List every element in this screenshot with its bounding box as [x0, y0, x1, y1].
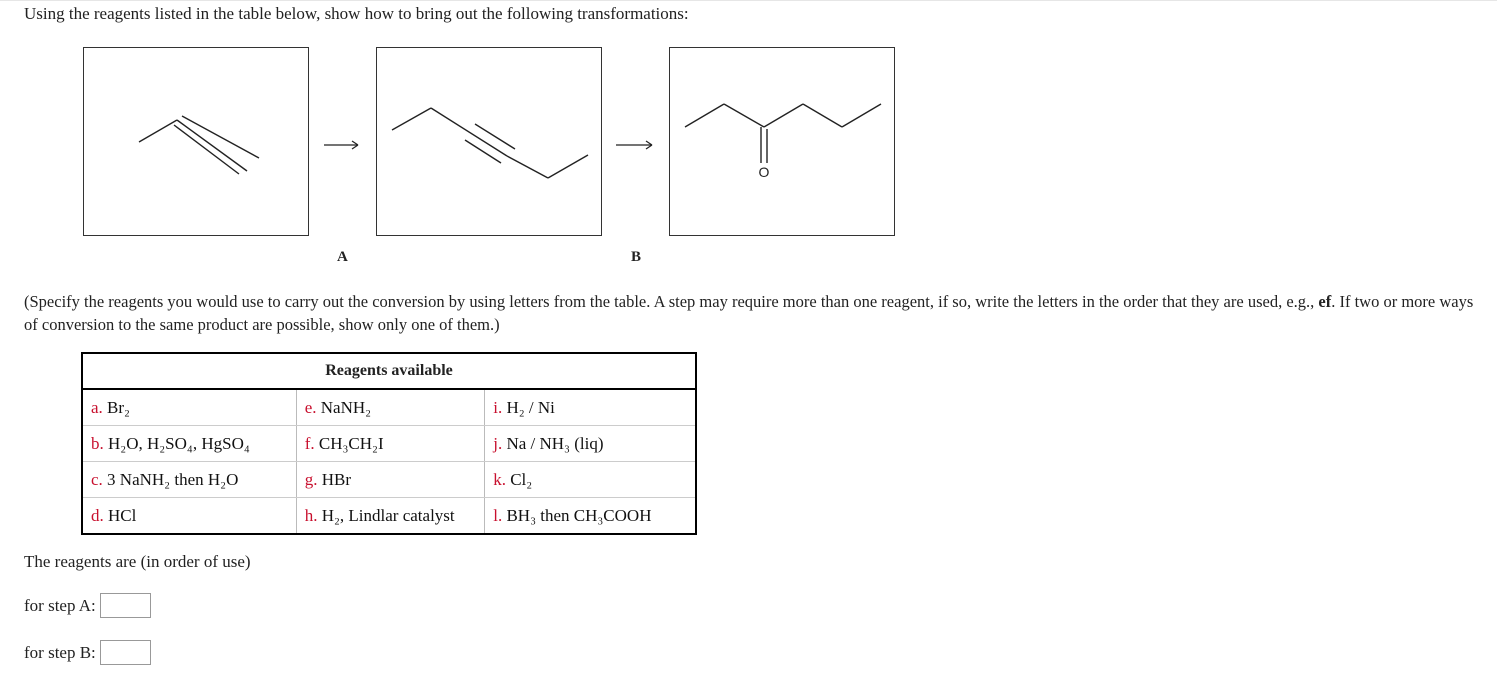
reagent-text: H₂O, H₂SO₄, HgSO₄ [108, 433, 250, 453]
step-b-answer-input[interactable] [100, 640, 151, 665]
reagent-cell [82, 389, 296, 426]
reagent-text: Cl₂ [510, 469, 533, 489]
table-header: Reagents available [82, 353, 696, 389]
reagent-letter: l. [493, 505, 503, 525]
question-intro: Using the reagents listed in the table below, show how to bring out the following transformations: [24, 4, 689, 23]
reagent-text: HCl [108, 505, 137, 525]
reagent-letter: e. [304, 397, 317, 417]
reagent-letter: d. [91, 505, 104, 525]
reagent-text: Br₂ [107, 397, 130, 417]
instructions-part2: . If two or more ways of conversion to the same product are possible, show only one of them.) [24, 292, 1474, 334]
reagent-cell [82, 426, 296, 462]
reagent-text: HBr [321, 469, 351, 489]
butyne-structure [84, 48, 310, 237]
instructions [24, 290, 1474, 336]
instructions-part1: (Specify the reagents you would use to carry out the conversion by using letters from the table. A step may require more than one reagent, if so, write the letters in the order that they are used, e.g., [24, 292, 1319, 311]
reagent-cell [296, 389, 485, 426]
reagent-text: H₂ / Ni [506, 397, 555, 417]
reagent-cell [296, 462, 485, 498]
reagent-cell [485, 389, 696, 426]
step-a-answer-label: for step A: [24, 595, 96, 615]
step-b-answer-row [24, 640, 151, 665]
reagent-cell [296, 426, 485, 462]
reagent-letter: b. [91, 433, 104, 453]
step-a-label: A [337, 249, 348, 265]
instructions-example: ef [1318, 292, 1332, 311]
step-a-answer-row [24, 593, 151, 618]
reagent-letter: g. [304, 469, 318, 489]
reagent-cell [82, 462, 296, 498]
reagent-text: 3 NaNH₂ then H₂O [107, 469, 239, 489]
reagent-letter: h. [304, 505, 318, 525]
reagents-table [81, 352, 697, 535]
reagent-text: NaNH₂ [320, 397, 372, 417]
reagent-letter: i. [493, 397, 503, 417]
reagent-text: Na / NH₃ (liq) [506, 433, 604, 453]
reagent-cell [485, 462, 696, 498]
answers-intro: The reagents are (in order of use) [24, 552, 251, 571]
hexyne-structure [377, 48, 603, 237]
reagent-text: H₂, Lindlar catalyst [321, 505, 455, 525]
reagent-cell [485, 498, 696, 535]
reagent-cell [296, 498, 485, 535]
step-b-label: B [631, 249, 642, 265]
arrow-step-a [323, 138, 361, 152]
reagent-cell [485, 426, 696, 462]
top-divider [0, 0, 1497, 1]
table-row [82, 462, 696, 498]
step-b-answer-label: for step B: [24, 642, 96, 662]
product-box [669, 47, 895, 236]
reagent-text: CH₃CH₂I [318, 433, 384, 453]
reagent-text: BH₃ then CH₃COOH [506, 505, 652, 525]
arrow-step-b [615, 138, 655, 152]
carbonyl-oxygen-label: O [758, 164, 770, 180]
reagent-letter: c. [91, 469, 103, 489]
starting-material-box [83, 47, 309, 236]
reagent-letter: k. [493, 469, 506, 489]
table-row [82, 426, 696, 462]
reagent-cell [82, 498, 296, 535]
reagent-letter: j. [493, 433, 503, 453]
reagent-letter: a. [91, 397, 103, 417]
step-a-answer-input[interactable] [100, 593, 151, 618]
intermediate-box [376, 47, 602, 236]
table-row [82, 498, 696, 535]
table-row [82, 389, 696, 426]
table-header-row [82, 353, 696, 389]
reagent-letter: f. [304, 433, 315, 453]
hexanone-structure [670, 48, 896, 237]
